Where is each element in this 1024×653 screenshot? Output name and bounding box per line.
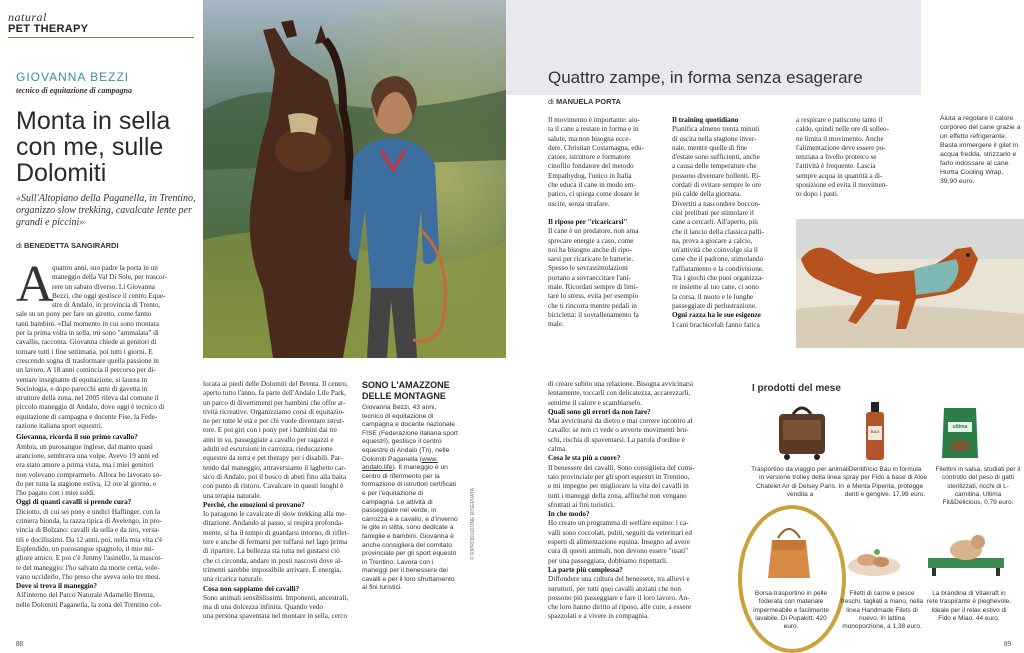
text-line: non volevano comprarmelo. Allora ho lavorato so- (16, 470, 162, 479)
text-line: che ti rincorra mentre pedali in (548, 301, 637, 310)
horse-rider-photo (203, 0, 506, 358)
text-line: tato provinciale per gli sport equestri in Trentino, (548, 472, 690, 481)
text-line: l'alimentazione deve essere po- (796, 143, 886, 152)
text-line: spazzolati e a vivere in compagnia. (548, 612, 649, 621)
text-line: tanti bambini. «Dal momento in cui sono montata (16, 319, 159, 328)
answer (203, 594, 355, 622)
text-line: cinofilo fondatore del metodo (548, 162, 634, 171)
text-line: Il benessere dei cavalli. Sono consigliera del comi- (548, 463, 695, 472)
text-line: e mi impegno per migliorare la vita dei cavalli in (548, 482, 689, 491)
text-line: cane a cercarli. All'aperto, più (672, 218, 758, 227)
text-line: ne per tutte le età e per chi vuole diventare istrut- (203, 417, 345, 426)
text-line: valli sono coccolati, puliti, seguiti da veterinari ed (548, 528, 692, 537)
text-line: che educa il cane in modo em- (548, 181, 636, 190)
pouch-label: ultima (952, 424, 968, 430)
text-line: adulti ed escursioni in carrozza, rieducazione (203, 445, 333, 454)
text-line: sico di Andalo, poi il bosco di abeti fino alla baita (203, 472, 347, 481)
text-line: Ambra, un purosangue inglese, dal manto quasi (16, 442, 153, 451)
text-line: cavallo: se non ci vede o avverte movimenti bru- (548, 426, 689, 435)
text-line: Mai avvicinarsi da dietro e mai correre incontro al (548, 417, 693, 426)
text-line: strutture della zona, nel 2005 rileva dal comune il (16, 394, 159, 403)
text-line: sempre acqua in quantità a di- (796, 171, 883, 180)
brand-natural: natural (8, 10, 47, 24)
text-line: tore. E poi giri con i pony per i bambini dai tre (203, 426, 338, 435)
text-line: sfruttati ai fini turistici. (548, 500, 615, 509)
text-line: Tra i giochi che puoi organizza- (672, 274, 764, 283)
text-line: razione italiana sport equestri. (16, 422, 103, 431)
article-headline: Monta in sella con me, sulle Dolomiti (16, 107, 171, 187)
question: Giovanna, ricorda il suo primo cavallo? (16, 433, 138, 442)
product-caption: Filettini in salsa, studiati per il controllo del peso di gatti sterilizzati, ricchi di L-carnitina. Ultima Fit&Delicious, 0,79 euro. (935, 466, 1021, 507)
text-line: cane che il padrone, stimolando (672, 255, 764, 264)
byline-prefix: di (16, 241, 22, 250)
text-line: di uscita nella stagione inver- (672, 134, 757, 143)
text-line: sprecare energie a caso, come (548, 236, 634, 245)
text-line: caldo, quindi nelle ore di solleo- (796, 125, 890, 134)
text-line: sentirne il calore e scambiarselo. (548, 398, 642, 407)
text-line: male. (548, 320, 564, 329)
text-line: ma di una dolcezza infinita. Quando vedo (203, 603, 323, 612)
product-caption: La brandina di Vitakraft in rete traspirante è pieghevole. Ideale per il relax estivo di Fido e Miao. 44 euro. (926, 590, 1012, 622)
text-line: Ho creato un programma di welfare equino: i ca- (548, 519, 689, 528)
paragraph (672, 125, 784, 311)
text-line: Spesso le sovrastimolazioni (548, 264, 628, 273)
text-line: aperto tutto l'anno, fa parte dell'Andalo Life Park, (203, 389, 346, 398)
text-line: istruttori, per tutti quei cavalli anziani che non (548, 584, 681, 593)
text-line: Bezzi, che oggi gestisce il centro Eque- (52, 291, 166, 300)
answer (548, 417, 736, 454)
answer (16, 591, 196, 610)
subheading: Il training quotidiano (672, 116, 739, 124)
paragraph (672, 321, 784, 330)
author-role: tecnico di equitazione di campagna (16, 86, 132, 95)
text-line: piccolo maneggio di Andalo, dove oggi è tecnico di (16, 403, 165, 412)
text-line: di creare subito una relazione. Bisogna avvicinarsi (548, 380, 694, 388)
products-title: I prodotti del mese (752, 383, 841, 394)
product-bed-image (924, 530, 1008, 578)
text-line: equestre da terra e pet therapy per i disabili. Par- (203, 454, 343, 463)
text-line: possono diventare bollenti. Ri- (672, 171, 761, 180)
text-line: tere e anche di fermarsi per tuffarsi nel lago prima (203, 538, 348, 547)
text-line: anni in su, passeggiate a cavallo per ragazzi e (203, 435, 334, 444)
page-number-left: 88 (16, 640, 23, 648)
text-line: l'affiatamento e la condivisione. (672, 264, 764, 273)
left-column-1 (16, 256, 196, 610)
text-line: passeggiate di perlustrazione. (672, 301, 757, 310)
right-headline: Quattro zampe, in forma senza esagerare (548, 68, 863, 87)
text-line: sposizione ed evita il movimen- (796, 181, 888, 190)
text-line: l'ho pagato con i miei soldi. (16, 489, 96, 498)
text-line: una terapia naturale. (203, 491, 262, 500)
text-line: d'estate sono sufficienti, anche (672, 153, 760, 162)
right-column-1 (548, 116, 660, 330)
text-line: male. Ricordati sempre di limi- (548, 283, 639, 292)
food-pouch-icon (940, 404, 980, 460)
page-number-right: 89 (1004, 640, 1011, 648)
question: Quali sono gli errori da non fare? (548, 407, 651, 416)
text-line: ditazione. Andando al passo, si respira profonda- (203, 519, 344, 528)
text-line: più calde della giornata. (672, 190, 742, 199)
profile-box-title: SONO L'AMAZZONE DELLE MONTAGNE (362, 380, 450, 401)
text-line: maneggio della Val Di Sole, per trascor- (52, 273, 168, 282)
subheading: Ogni razza ha le sue esigenze (672, 311, 761, 320)
product-caption: Dentifricio Bau in formula spray per Fido a base di Aloe e Menta Piperita, protegge denti e gengive. 17,99 euro. (842, 466, 928, 498)
text-line: l'attività è frequente. Lascia (796, 162, 876, 171)
paragraph (548, 116, 660, 209)
question: Dove si trova il maneggio? (16, 582, 97, 591)
text-line: sale su un pony per fare un giretto, come fanno (16, 310, 152, 319)
text-line: sarsi per ricaricare le batterie. (548, 255, 634, 264)
text-line: do per tutta la stagione estiva, 12 ore al giorno, e (16, 479, 157, 488)
text-line: Il movimento è importante: aiu- (548, 116, 640, 124)
text-line: tendo dal maneggio, attraversiamo il laghetto car- (203, 463, 346, 472)
copyright-notice: © RIPRODUZIONE RISERVATA (470, 488, 476, 560)
right-column-3 (796, 116, 911, 200)
text-line: un parco di divertimenti per bambini che offre at- (203, 398, 346, 407)
text-line: nelle Dolomiti Paganella, la zona del Trentino col- (16, 600, 162, 609)
product-caption: Trasportino da viaggio per animali in versione trolley della linea Chatelet Air di Delsey Paris. In vendita a (751, 466, 849, 498)
text-line: criniera bionda, la razza tipica di Avelengo, in pro- (16, 517, 162, 526)
byline-author: MANUELA PORTA (555, 97, 621, 106)
text-line: tare lo stress, evita per esempio (548, 292, 639, 301)
text-line: schi, rischia di spaventarsi. La parola d'ordine è (548, 435, 685, 444)
profile-text-end: ). Il maneggio è un centro di riferimento per la formazione di istruttori certificati e per l'equitazione di campagna. Le attività di passeggiate nel verde, in carrozza e a cavallo, e d'inverno le gite in slitta, sono dedicate a famiglie e bambini. Giovanna è anche consigliera del comitato provinciale per gli sport equestri in Trentino. Lavora con i maneggi per il benessere dei cavalli e per il loro sfruttamento ai fini turistici. (362, 464, 458, 592)
text-line: la corsa, il nuoto e le lunghe (672, 292, 754, 301)
text-line: Sono animali sensibilissimi. Imponenti, ancestrali, (203, 593, 349, 602)
text-line: All'interno del Parco Naturale Adamello Brenta, (16, 591, 155, 600)
text-line: locata ai piedi delle Dolomiti del Brenta. Il centro, (203, 380, 348, 388)
byline (16, 241, 119, 250)
text-line: Empathydog, l'unico in Italia (548, 171, 632, 180)
text-line: re insieme al tuo cane, ci sono (672, 283, 759, 292)
question: Cosa le sta più a cuore? (548, 454, 621, 463)
right-byline (548, 97, 621, 106)
dog-illustration (796, 219, 1024, 348)
text-line: quattro anni, suo padre la porta in un (52, 264, 158, 272)
text-line: tività ricreative. Organizziamo corsi di equitazio- (203, 407, 345, 416)
question: Cosa non sappiamo dei cavalli? (203, 584, 300, 593)
paragraph (548, 380, 736, 408)
spray-label: BAU (870, 429, 880, 434)
text-line: Io paragono le cavalcate di slow trekking alla me- (203, 510, 347, 519)
paragraph (796, 116, 911, 200)
brand-section: PET THERAPY (8, 23, 89, 35)
text-line: cavallis, racconta. Giovanna chiede ai genitori di (16, 338, 157, 347)
text-line: to dopo i pasti. (796, 190, 839, 199)
text-line: tili e docilissimi. Da 12 anni, poi, nella mia vita c'è (16, 535, 163, 544)
text-line: Il cane è un predatore, non ama (548, 227, 639, 236)
right-column-2 (672, 116, 784, 330)
product-bag-image (766, 520, 812, 582)
byline-author: BENEDETTA SANGIRARDI (23, 241, 119, 250)
answer (548, 575, 736, 621)
text-line: bicicletta: il sovrallenamento fa (548, 310, 639, 319)
answer (548, 464, 736, 510)
text-line: dere. Christian Costamagna, edu- (548, 143, 645, 152)
text-line: stre di Andalo, in provincia di Trento, (52, 301, 161, 310)
text-line: cini prelibati per stimolare il (672, 208, 754, 217)
text-line: che loro hanno diritto al riposo, alle cure, a essere (548, 603, 692, 612)
left-column-3 (548, 380, 736, 622)
brand-rule (8, 37, 194, 38)
question: Perché, che emozioni si provano? (203, 500, 305, 509)
text-line: un'attività che coinvolge sia il (672, 246, 758, 255)
text-line: trimenti sarebbe impossibile arrivare. È energia, (203, 565, 342, 574)
text-line: Divertiti a nascondere boccon- (672, 199, 761, 208)
profile-box-text (362, 404, 458, 593)
text-line: una ricarica naturale. (203, 575, 264, 584)
text-line: Diciotto, di cui sei pony e undici Haflinger, con la (16, 507, 161, 516)
product-caption: Filetti di carne e pesce freschi, tagliati a mano, nella linea Handmade Filets di nuevo. In lattina monoporzione, a 1,38 euro. (840, 590, 924, 631)
paragraph (203, 380, 355, 501)
text-line: ventare insegnante di equitazione, si laurea in (16, 375, 148, 384)
answer (548, 519, 736, 565)
product-caption: Borsa-trasportino in pelle foderata con materiale impermeabile e facilmente lavabile. Di Pupakitt, 420 euro. (753, 590, 829, 631)
text-line: un lavoro. A 18 anni comincia il percorso per di- (16, 366, 156, 375)
text-line: vincia di Bolzano: cavalli da sella e da tiro, versa- (16, 526, 160, 535)
text-line: a causa delle temperature che (672, 162, 757, 171)
profile-text-start: Giovanna Bezzi, 43 anni, tecnico di equitazione di campagna e docente nazionale FISE (Federazione italiana sport equestri), gestisce il centro equestre di Andalo (Tn), nelle Dolomiti Paganella ( (362, 404, 458, 463)
running-dog-photo (796, 219, 1024, 348)
product-spray-image (862, 400, 888, 462)
cooling-wrap-caption: Aiuta a regolare il calore corporeo del cane grazie a un effetto refrigerante. Basta immergere il gilet in acqua fredda, strizzarlo e farlo indossare al cane. Hurtta Cooling Wrap, 39,90 euro. (940, 115, 1021, 185)
text-line: ta il cane a restare in forma e in (548, 125, 639, 134)
text-line: gliore amico. E poi c'è Jimmy l'asinello, la mascot- (16, 554, 163, 563)
text-line: noi ha bisogno anche di ripo- (548, 245, 633, 254)
text-line: vano ucciderlo, l'ho preso che aveva solo tre mesi. (16, 572, 161, 581)
author-name: GIOVANNA BEZZI (16, 70, 130, 84)
text-line: di ripartire. La bellezza sta tutta nel gustarsi ciò (203, 547, 340, 556)
answer (203, 510, 355, 584)
text-line: Esplendido, un purosangue spagnolo, il mio mi- (16, 544, 155, 553)
subheading: Il riposo per "ricaricarsi" (548, 217, 628, 226)
photo-illustration (203, 0, 506, 358)
text-line: a respirare e patiscono tanto il (796, 116, 883, 124)
text-line: catore, istruttore e formatore (548, 153, 631, 162)
standfirst: «Sull'Altopiano della Paganella, in Trentino, organizzo slow trekking, cavalcate lente per grandi e piccini» (16, 193, 196, 228)
left-column-2 (203, 380, 355, 622)
website-link[interactable]: www. andalo.life (362, 455, 438, 472)
filets-food-icon (847, 540, 901, 578)
text-line: per la prima volta in sella, mi sono "ammalata" di (16, 329, 159, 338)
question: In che modo? (548, 510, 590, 519)
product-pouch-image (940, 404, 980, 460)
text-line: che ci circonda, andare in posti nascosti dove al- (203, 556, 343, 565)
text-line: crescendo sogna di trasformare quella passione in (16, 356, 159, 365)
text-line: esperti di alimentazione equina. Insegno ad avere (548, 538, 690, 547)
trolley-carrier-icon (775, 400, 829, 462)
text-line: calma. (548, 445, 567, 454)
product-filets-image (847, 540, 901, 578)
text-line: che il lancio della classica palli- (672, 227, 764, 236)
text-line: Diffondere una cultura del benessere, tra allievi e (548, 575, 690, 584)
text-line: uscite, senza strafare. (548, 199, 610, 208)
text-line: patico, ci spiega come dosare le (548, 190, 640, 199)
drop-cap: A (16, 256, 54, 313)
text-line: te del maneggio: l'ho salvato da morte certa, vole- (16, 563, 160, 572)
text-line: tutti i maneggi della zona, affinché non vengano (548, 491, 687, 500)
text-line: I cani brachicefali fanno fatica (672, 320, 760, 329)
text-line: tornare tutti i fine settimana, poi tutti i giorni. E (16, 347, 153, 356)
text-line: per una passeggiata, dobbiamo rispettarli. (548, 556, 668, 565)
text-line: cordati di evitare sempre le ore (672, 181, 762, 190)
text-line: era stato amore a prima vista, ma i miei genitori (16, 461, 154, 470)
question: La parte più complessa? (548, 565, 623, 574)
text-line: cura di questi animali, non devono essere "usati" (548, 547, 688, 556)
text-line: portano a sovraeccitare l'ani- (548, 273, 631, 282)
text-line: salute, ma non bisogna ecce- (548, 134, 631, 143)
byline-prefix: di (548, 97, 554, 106)
text-line: lentamente, toccarli con delicatezza, accarezzarli, (548, 389, 691, 398)
text-line: ne limita il movimento. Anche (796, 134, 884, 143)
text-line: Pianifica almeno trenta minuti (672, 125, 760, 134)
dog-bed-icon (924, 530, 1008, 578)
question: Oggi di quanti cavalli si prende cura? (16, 498, 132, 507)
text-line: nale, mentre quelle di fine (672, 143, 748, 152)
leather-bag-icon (766, 520, 812, 582)
text-line: una persona spaventata nel montare in sella, cerco (203, 612, 348, 621)
text-line: Sociologia, e dopo parecchi anni di gavetta in (16, 384, 148, 393)
text-line: na, prova a giocare a calcio, (672, 236, 753, 245)
answer (16, 443, 196, 499)
text-line: equitazione di campagna e docente Fise, la Fede- (16, 412, 158, 421)
text-line: mente, si ha il tempo di guardarsi intorno, di riflet- (203, 528, 349, 537)
product-trolley-image (775, 400, 829, 462)
text-line: arancione, sembrava una volpe. Avevo 19 anni ed (16, 451, 159, 460)
text-line: possono più passeggiare e fare il loro lavoro. An- (548, 593, 690, 602)
answer (16, 508, 196, 582)
text-line: tenziata a livello proteico se (796, 153, 877, 162)
paragraph (548, 227, 660, 329)
text-line: rere un sabato diverso. Li Giovanna (52, 282, 155, 291)
text-line: con punto di ristoro. Cavalcare in questi luoghi è (203, 482, 344, 491)
intro-paragraph (16, 256, 196, 431)
